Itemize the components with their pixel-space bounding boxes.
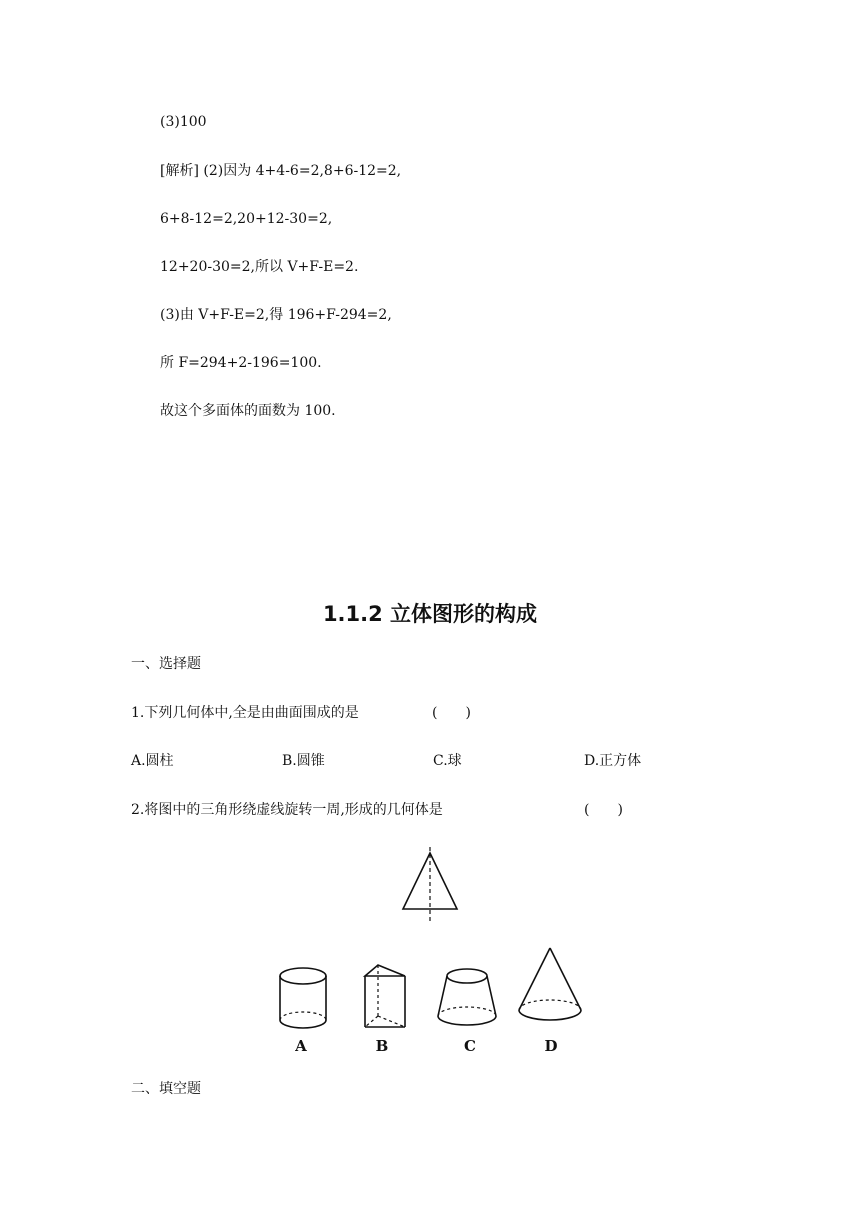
- solution-line-2: [解析] (2)因为 4+4-6=2,8+6-12=2,: [160, 163, 402, 179]
- cylinder-figure: [275, 962, 333, 1034]
- part2-heading: 二、填空题: [131, 1081, 201, 1097]
- solution-line-7: 故这个多面体的面数为 100.: [160, 403, 336, 419]
- frustum-figure: [434, 964, 500, 1034]
- solution-line-4: 12+20-30=2,所以 V+F-E=2.: [160, 259, 359, 275]
- triangular-prism-figure: [358, 960, 412, 1032]
- figure-label-d: D: [544, 1037, 558, 1055]
- question-2-text: 2.将图中的三角形绕虚线旋转一周,形成的几何体是: [131, 802, 443, 818]
- question-1-option-c: C.球: [433, 753, 462, 769]
- question-1-answer-bracket: ( ): [432, 705, 471, 721]
- question-2-answer-bracket: ( ): [584, 802, 623, 818]
- question-1-text: 1.下列几何体中,全是由曲面围成的是: [131, 705, 359, 721]
- part1-heading: 一、选择题: [131, 656, 201, 672]
- solution-line-3: 6+8-12=2,20+12-30=2,: [160, 211, 333, 227]
- question-1-option-a: A.圆柱: [131, 753, 174, 769]
- solution-line-6: 所 F=294+2-196=100.: [160, 355, 322, 371]
- figure-label-c: C: [464, 1037, 476, 1055]
- question-1-option-b: B.圆锥: [282, 753, 325, 769]
- solution-line-1: (3)100: [160, 114, 207, 130]
- figure-label-b: B: [375, 1037, 389, 1055]
- triangle-rotation-figure: [395, 845, 465, 925]
- solution-line-5: (3)由 V+F-E=2,得 196+F-294=2,: [160, 307, 392, 323]
- figure-label-a: A: [295, 1037, 307, 1055]
- section-title: 1.1.2 立体图形的构成: [322, 602, 538, 626]
- cone-figure: [514, 944, 586, 1034]
- question-1-option-d: D.正方体: [584, 753, 642, 769]
